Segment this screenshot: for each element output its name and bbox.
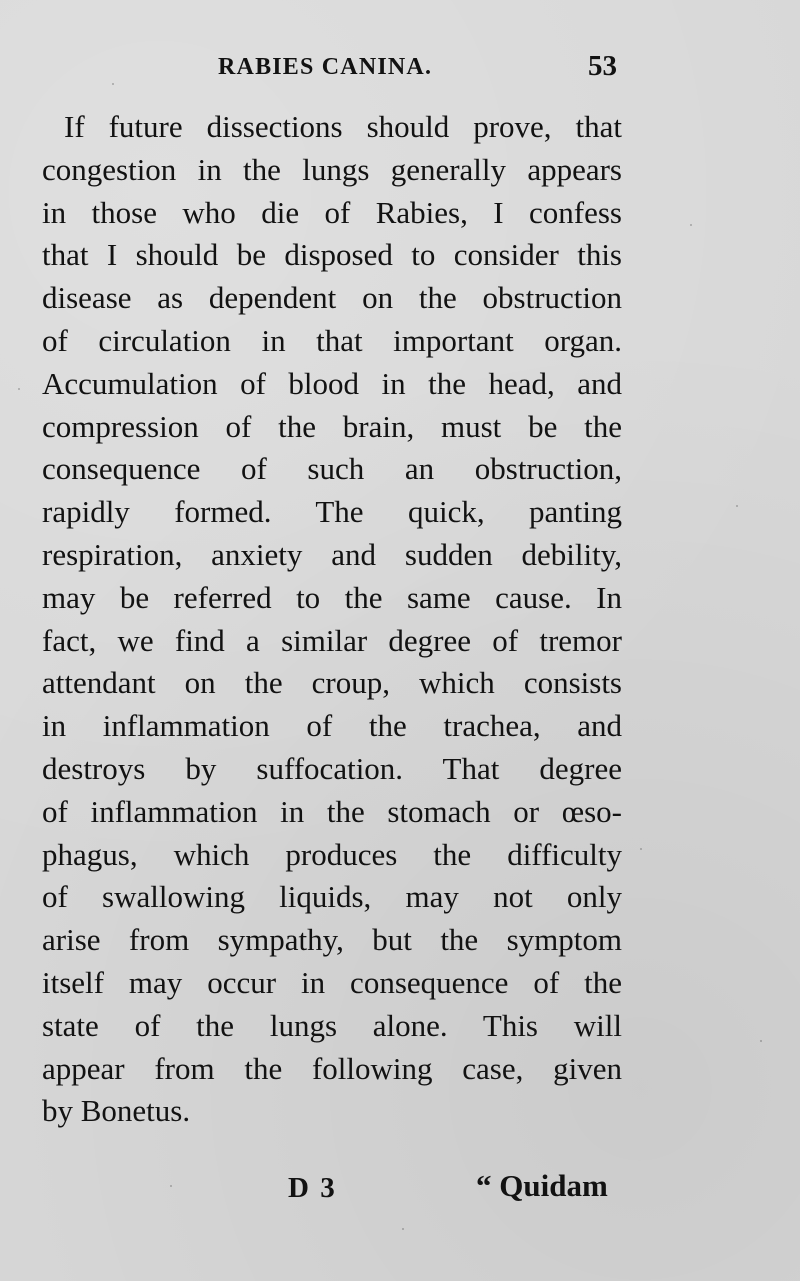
signature-mark: D 3: [288, 1172, 337, 1204]
text-line: itself may occur in consequence of the: [42, 964, 622, 1000]
text-line: state of the lungs alone. This will: [42, 1007, 622, 1043]
paper-speck: [736, 505, 738, 507]
paper-speck: [690, 224, 692, 226]
text-line: of swallowing liquids, may not only: [42, 879, 622, 915]
paper-speck: [640, 848, 642, 850]
text-line: of circulation in that important organ.: [42, 322, 622, 358]
running-header: RABIES CANINA.: [218, 54, 433, 80]
text-line: arise from sympathy, but the symptom: [42, 922, 622, 958]
paper-speck: [170, 1185, 172, 1187]
text-line: fact, we find a similar degree of tremor: [42, 622, 622, 658]
paper-speck: [112, 83, 114, 85]
text-line: attendant on the croup, which consists: [42, 665, 622, 701]
paper-speck: [760, 1040, 762, 1042]
text-line: congestion in the lungs generally appears: [42, 151, 622, 187]
paper-speck: [18, 388, 20, 390]
text-line: that I should be disposed to consider this: [42, 237, 622, 273]
text-line: destroys by suffocation. That degree: [42, 750, 622, 786]
text-line: consequence of such an obstruction,: [42, 451, 622, 487]
page-number: 53: [588, 50, 617, 82]
text-line: If future dissections should prove, that: [64, 109, 622, 144]
text-line: rapidly formed. The quick, panting: [42, 494, 622, 530]
body-text: [42, 106, 622, 1133]
text-line: of inflammation in the stomach or œso-: [42, 793, 622, 829]
text-line: in inflammation of the trachea, and: [42, 708, 622, 744]
text-line: compression of the brain, must be the: [42, 408, 622, 444]
text-line: appear from the following case, given: [42, 1050, 622, 1086]
catchword: “ Quidam: [476, 1168, 608, 1203]
text-line: phagus, which produces the difficulty: [42, 836, 622, 872]
text-line: by Bonetus.: [42, 1093, 191, 1129]
text-line: may be referred to the same cause. In: [42, 579, 622, 615]
text-line: Accumulation of blood in the head, and: [42, 365, 622, 401]
text-line: disease as dependent on the obstruction: [42, 280, 622, 316]
text-line: in those who die of Rabies, I confess: [42, 194, 622, 230]
text-line: respiration, anxiety and sudden debility,: [42, 536, 622, 572]
paper-speck: [402, 1228, 404, 1230]
